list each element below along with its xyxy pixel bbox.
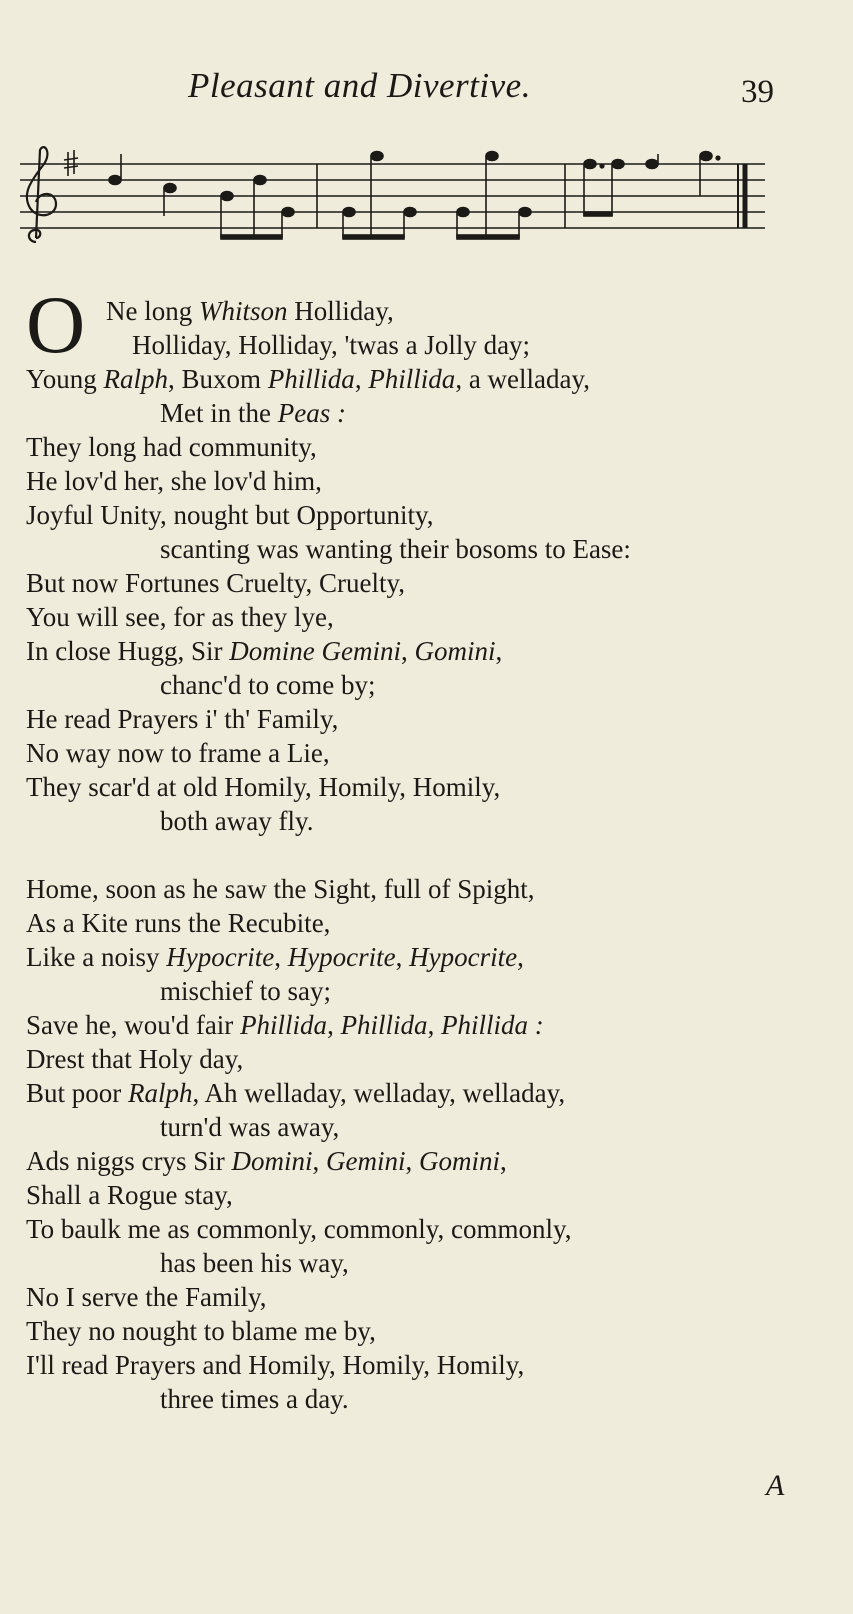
verse-text: scanting was wanting their bosoms to Ease: bbox=[160, 534, 631, 564]
verse-text: , bbox=[327, 1010, 341, 1040]
verse-text: No way now to frame a Lie, bbox=[26, 738, 330, 768]
italic-name: Gemini bbox=[326, 1146, 406, 1176]
verse-text: Met in the bbox=[160, 398, 278, 428]
verse-text: , bbox=[354, 364, 369, 394]
signature-mark: A bbox=[766, 1469, 785, 1502]
verse-text: has been his way, bbox=[160, 1248, 349, 1278]
music-notation-staff-icon bbox=[20, 146, 790, 256]
stanza bbox=[26, 294, 826, 838]
verse-text: No I serve the Family, bbox=[26, 1282, 267, 1312]
verse-line bbox=[26, 906, 826, 940]
verse-line bbox=[26, 974, 826, 1008]
verse-line bbox=[26, 668, 826, 702]
verse-text: Home, soon as he saw the Sight, full of Spight, bbox=[26, 874, 535, 904]
italic-name: Ralph bbox=[103, 364, 169, 394]
verse-line bbox=[26, 1042, 826, 1076]
running-title: Pleasant and Divertive. bbox=[188, 66, 531, 105]
verse-text: , Ah welladay, welladay, welladay, bbox=[192, 1078, 566, 1108]
italic-name: Gomini bbox=[414, 636, 496, 666]
italic-name: Phillida bbox=[368, 364, 456, 394]
italic-name: Peas : bbox=[277, 398, 346, 428]
verse-text: They long had community, bbox=[26, 432, 317, 462]
verse-text: Drest that Holy day, bbox=[26, 1044, 244, 1074]
verse-line bbox=[26, 1178, 826, 1212]
italic-name: Hypocrite bbox=[409, 942, 518, 972]
verse-text: They scar'd at old Homily, Homily, Homily, bbox=[26, 772, 501, 802]
verse-text: Like a noisy bbox=[26, 942, 167, 972]
verse-line bbox=[26, 498, 826, 532]
verse-text: As a Kite runs the Recubite, bbox=[26, 908, 331, 938]
verse-text: , bbox=[405, 1146, 419, 1176]
verse-text: Save he, wou'd fair bbox=[26, 1010, 241, 1040]
verse-line bbox=[26, 804, 826, 838]
verse-line bbox=[26, 294, 826, 328]
verse-line bbox=[26, 362, 826, 396]
verse-text: three times a day. bbox=[160, 1384, 349, 1414]
verse-text: , Buxom bbox=[168, 364, 268, 394]
verse-line bbox=[26, 430, 826, 464]
verse-line bbox=[26, 464, 826, 498]
verse-line bbox=[26, 1008, 826, 1042]
verse-text: But poor bbox=[26, 1078, 129, 1108]
italic-name: Hypocrite bbox=[287, 942, 396, 972]
stanza bbox=[26, 872, 826, 1416]
verse-line bbox=[26, 600, 826, 634]
drop-cap: O bbox=[26, 279, 86, 370]
verse-text: Young bbox=[26, 364, 104, 394]
verse-line bbox=[26, 1246, 826, 1280]
verse-text: , bbox=[495, 636, 503, 666]
verse-text: , bbox=[517, 942, 524, 972]
verse-text: I'll read Prayers and Homily, Homily, Homily, bbox=[26, 1350, 525, 1380]
verse-line bbox=[26, 940, 826, 974]
verse-line bbox=[26, 1280, 826, 1314]
verse-text: chanc'd to come by; bbox=[160, 670, 376, 700]
verse-line bbox=[26, 1382, 826, 1416]
italic-name: Domini bbox=[231, 1146, 313, 1176]
verse-text: , bbox=[500, 1146, 507, 1176]
verse-text: , a welladay, bbox=[455, 364, 590, 394]
verse-text: , bbox=[312, 1146, 327, 1176]
italic-name: Phillida bbox=[267, 364, 355, 394]
verse-text: Joyful Unity, nought but Opportunity, bbox=[26, 500, 434, 530]
italic-name: Phillida : bbox=[441, 1010, 544, 1040]
italic-name: Whitson bbox=[198, 296, 288, 326]
verse-text: He lov'd her, she lov'd him, bbox=[26, 466, 322, 496]
verse-text: He read Prayers i' th' Family, bbox=[26, 704, 339, 734]
verse-text: You will see, for as they lye, bbox=[26, 602, 334, 632]
verse-line bbox=[26, 396, 826, 430]
verse-text: Holliday, bbox=[287, 296, 394, 326]
verse-text: , bbox=[400, 636, 415, 666]
verse-line bbox=[26, 1212, 826, 1246]
verse-text: Shall a Rogue stay, bbox=[26, 1180, 233, 1210]
verse-text: both away fly. bbox=[160, 806, 314, 836]
verse-line bbox=[26, 872, 826, 906]
verse-text: , bbox=[395, 942, 410, 972]
italic-name: Hypocrite bbox=[166, 942, 275, 972]
verse-text: But now Fortunes Cruelty, Cruelty, bbox=[26, 568, 405, 598]
verse-text: , bbox=[427, 1010, 442, 1040]
italic-name: Domine Gemini bbox=[229, 636, 401, 666]
running-head bbox=[0, 66, 853, 116]
italic-name: Gomini bbox=[419, 1146, 500, 1176]
verse-text: Ads niggs crys Sir bbox=[26, 1146, 232, 1176]
italic-name: Ralph bbox=[128, 1078, 193, 1108]
verse-line bbox=[26, 1110, 826, 1144]
verse-text: They no nought to blame me by, bbox=[26, 1316, 376, 1346]
verse-text: Ne long bbox=[106, 296, 199, 326]
stanza-gap bbox=[26, 838, 826, 872]
song-text bbox=[26, 294, 826, 1416]
verse-line bbox=[26, 770, 826, 804]
verse-line bbox=[26, 1144, 826, 1178]
page-number: 39 bbox=[741, 74, 774, 110]
verse-text: turn'd was away, bbox=[160, 1112, 340, 1142]
verse-line bbox=[26, 328, 826, 362]
verse-text: mischief to say; bbox=[160, 976, 331, 1006]
verse-line bbox=[26, 1314, 826, 1348]
verse-line bbox=[26, 1076, 826, 1110]
verse-line bbox=[26, 566, 826, 600]
italic-name: Phillida bbox=[240, 1010, 328, 1040]
verse-text: To baulk me as commonly, commonly, commonly, bbox=[26, 1214, 572, 1244]
italic-name: Phillida bbox=[340, 1010, 428, 1040]
verse-line bbox=[26, 532, 826, 566]
verse-line bbox=[26, 702, 826, 736]
verse-text: Holliday, Holliday, 'twas a Jolly day; bbox=[132, 330, 531, 360]
verse-text: , bbox=[274, 942, 288, 972]
verse-line bbox=[26, 736, 826, 770]
verse-text: In close Hugg, Sir bbox=[26, 636, 230, 666]
verse-line bbox=[26, 634, 826, 668]
verse-line bbox=[26, 1348, 826, 1382]
